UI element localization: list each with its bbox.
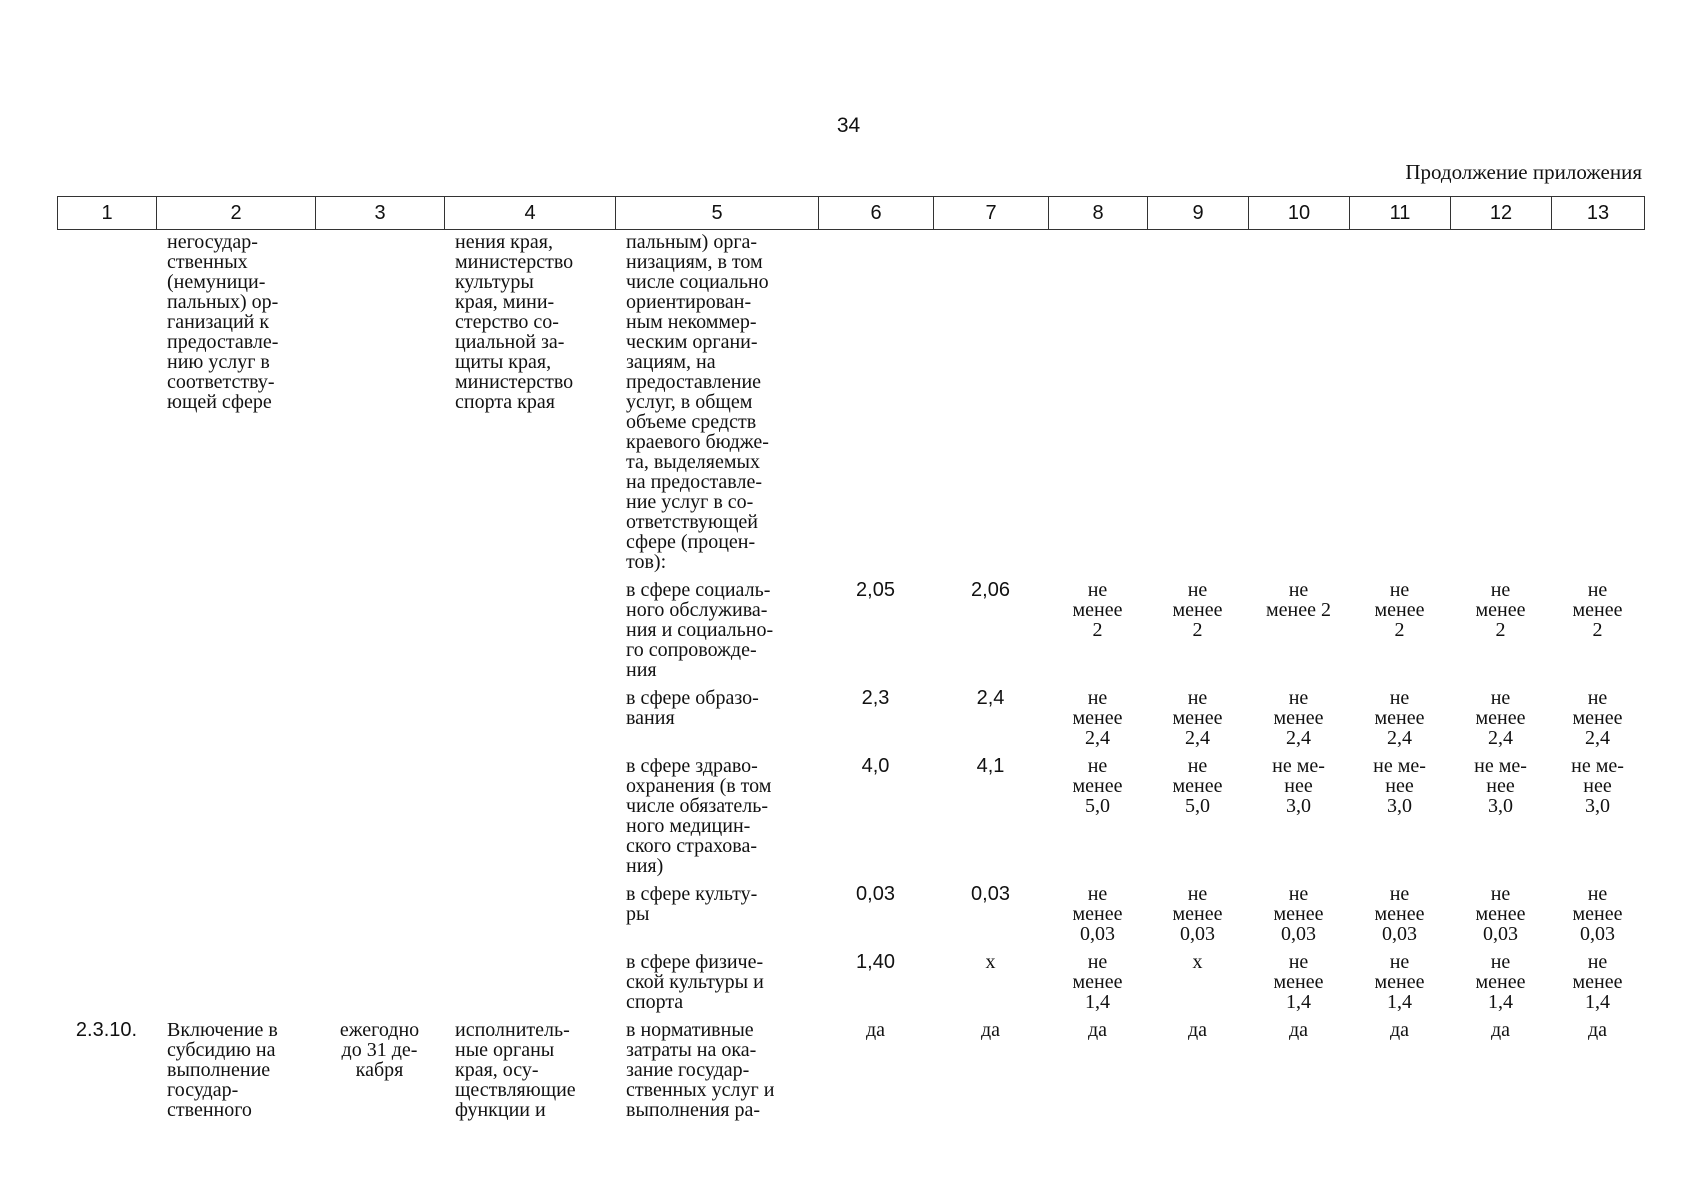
value-cell: не менее 2: [1572, 579, 1623, 641]
column-number: 4: [445, 197, 616, 230]
item-number-cell: [57, 952, 156, 1020]
indicator-cell: в сфере социаль- ного обслужива- ния и социально- го сопровожде- ния: [626, 579, 774, 681]
value-cell: не ме- нее 3,0: [1272, 755, 1325, 817]
measure-name-cell: Включение в субсидию на выполнение государ- ственного: [167, 1019, 278, 1121]
value-cell: не менее 2,4: [1572, 687, 1623, 749]
value-cell: да: [1490, 1019, 1511, 1041]
indicator-cell: в сфере образо- вания: [626, 687, 759, 729]
value-cell: не менее 0,03: [1475, 883, 1526, 945]
measure-name-cell: [156, 688, 315, 756]
deadline-cell: ежегодно до 31 де- кабря: [339, 1019, 420, 1081]
value-cell: не менее 2: [1266, 579, 1331, 621]
indicator-cell: в нормативные затраты на ока- зание государ- ственных услуг и выполнения ра-: [626, 1019, 775, 1121]
value-cell: да: [980, 1019, 1001, 1041]
table-row: [57, 232, 1644, 580]
item-number-cell: [57, 756, 156, 884]
value-cell: [1248, 232, 1349, 580]
value-cell: не менее 1,4: [1072, 951, 1123, 1013]
indicator-cell: пальным) орга- низациям, в том числе социально ориентирован- ным некоммер- ческим органи- зациям, на предоставление услуг, в общем объеме средств краевого бюдже- та, выделяемых на предоставле- ние услуг в со- ответствующей сфере (процен- тов):: [626, 231, 769, 573]
value-cell: не менее 1,4: [1374, 951, 1425, 1013]
value-cell: 4,0: [861, 755, 890, 777]
value-cell: 0,03: [856, 883, 895, 905]
measure-name-cell: [156, 884, 315, 952]
value-cell: да: [1288, 1019, 1309, 1041]
column-number: 11: [1350, 197, 1451, 230]
value-cell: 2,3: [861, 687, 890, 709]
column-number: 3: [316, 197, 445, 230]
value-cell: не менее 1,4: [1273, 951, 1324, 1013]
value-cell: 4,1: [976, 755, 1005, 777]
table-row: [57, 756, 1644, 884]
responsible-cell: [444, 580, 615, 688]
value-cell: [1551, 232, 1644, 580]
value-cell: 2,4: [976, 687, 1005, 709]
indicator-cell: в сфере здраво- охранения (в том числе обязатель- ного медицин- ского страхова- ния): [626, 755, 772, 877]
value-cell: не менее 1,4: [1475, 951, 1526, 1013]
responsible-cell: нения края, министерство культуры края, мини- стерство со- циальной за- щиты края, министерство спорта края: [455, 231, 574, 413]
column-number: 1: [58, 197, 157, 230]
value-cell: не менее 5,0: [1172, 755, 1223, 817]
column-number: 9: [1148, 197, 1249, 230]
responsible-cell: исполнитель- ные органы края, осу- ществляющие функции и: [455, 1019, 576, 1121]
table-row: [57, 952, 1644, 1020]
value-cell: не менее 2,4: [1273, 687, 1324, 749]
table-row: [57, 688, 1644, 756]
value-cell: не менее 0,03: [1072, 883, 1123, 945]
deadline-cell: [315, 884, 444, 952]
value-cell: не менее 0,03: [1172, 883, 1223, 945]
table-row: [57, 1020, 1644, 1128]
page-number: 34: [836, 114, 861, 137]
value-cell: не менее 0,03: [1572, 883, 1623, 945]
value-cell: не менее 2,4: [1475, 687, 1526, 749]
item-number-cell: [57, 688, 156, 756]
deadline-cell: [315, 232, 444, 580]
column-number: 12: [1451, 197, 1552, 230]
value-cell: х: [1192, 951, 1203, 973]
responsible-cell: [444, 688, 615, 756]
value-cell: да: [1187, 1019, 1208, 1041]
value-cell: не менее 2: [1475, 579, 1526, 641]
responsible-cell: [444, 884, 615, 952]
column-number: 6: [819, 197, 934, 230]
value-cell: не менее 2: [1072, 579, 1123, 641]
measure-name-cell: [156, 756, 315, 884]
value-cell: не ме- нее 3,0: [1373, 755, 1426, 817]
measure-name-cell: [156, 952, 315, 1020]
indicator-cell: в сфере физиче- ской культуры и спорта: [626, 951, 764, 1013]
value-cell: да: [1587, 1019, 1608, 1041]
value-cell: [1450, 232, 1551, 580]
continuation-label: Продолжение приложения: [1405, 160, 1642, 184]
item-number-cell: 2.3.10.: [75, 1019, 138, 1041]
column-number: 5: [616, 197, 819, 230]
value-cell: не менее 1,4: [1572, 951, 1623, 1013]
value-cell: х: [985, 951, 996, 973]
value-cell: [1349, 232, 1450, 580]
value-cell: 2,06: [971, 579, 1010, 601]
value-cell: не менее 5,0: [1072, 755, 1123, 817]
value-cell: не ме- нее 3,0: [1571, 755, 1624, 817]
column-number: 8: [1049, 197, 1148, 230]
deadline-cell: [315, 580, 444, 688]
value-cell: [818, 232, 933, 580]
deadline-cell: [315, 952, 444, 1020]
deadline-cell: [315, 756, 444, 884]
value-cell: да: [1087, 1019, 1108, 1041]
value-cell: [933, 232, 1048, 580]
value-cell: [1147, 232, 1248, 580]
column-number: 13: [1552, 197, 1645, 230]
table-row: [57, 884, 1644, 952]
measure-name-cell: [156, 580, 315, 688]
value-cell: не менее 0,03: [1374, 883, 1425, 945]
responsible-cell: [444, 756, 615, 884]
value-cell: не менее 0,03: [1273, 883, 1324, 945]
measure-name-cell: негосудар- ственных (немуници- пальных) ор- ганизаций к предоставле- нию услуг в соответству- ющей сфере: [167, 231, 279, 413]
value-cell: [1048, 232, 1147, 580]
value-cell: 0,03: [971, 883, 1010, 905]
value-cell: не менее 2: [1172, 579, 1223, 641]
value-cell: не ме- нее 3,0: [1474, 755, 1527, 817]
responsible-cell: [444, 952, 615, 1020]
indicator-table: [57, 232, 1644, 1128]
item-number-cell: [57, 580, 156, 688]
table-row: [57, 580, 1644, 688]
value-cell: да: [865, 1019, 886, 1041]
value-cell: 2,05: [856, 579, 895, 601]
value-cell: не менее 2,4: [1072, 687, 1123, 749]
item-number-cell: [57, 232, 156, 580]
deadline-cell: [315, 688, 444, 756]
item-number-cell: [57, 884, 156, 952]
value-cell: не менее 2: [1374, 579, 1425, 641]
value-cell: не менее 2,4: [1374, 687, 1425, 749]
value-cell: не менее 2,4: [1172, 687, 1223, 749]
header-row-table: [57, 196, 1645, 230]
column-number: 7: [934, 197, 1049, 230]
column-number: 10: [1249, 197, 1350, 230]
value-cell: 1,40: [856, 951, 895, 973]
value-cell: да: [1389, 1019, 1410, 1041]
indicator-cell: в сфере культу- ры: [626, 883, 758, 925]
column-number: 2: [157, 197, 316, 230]
